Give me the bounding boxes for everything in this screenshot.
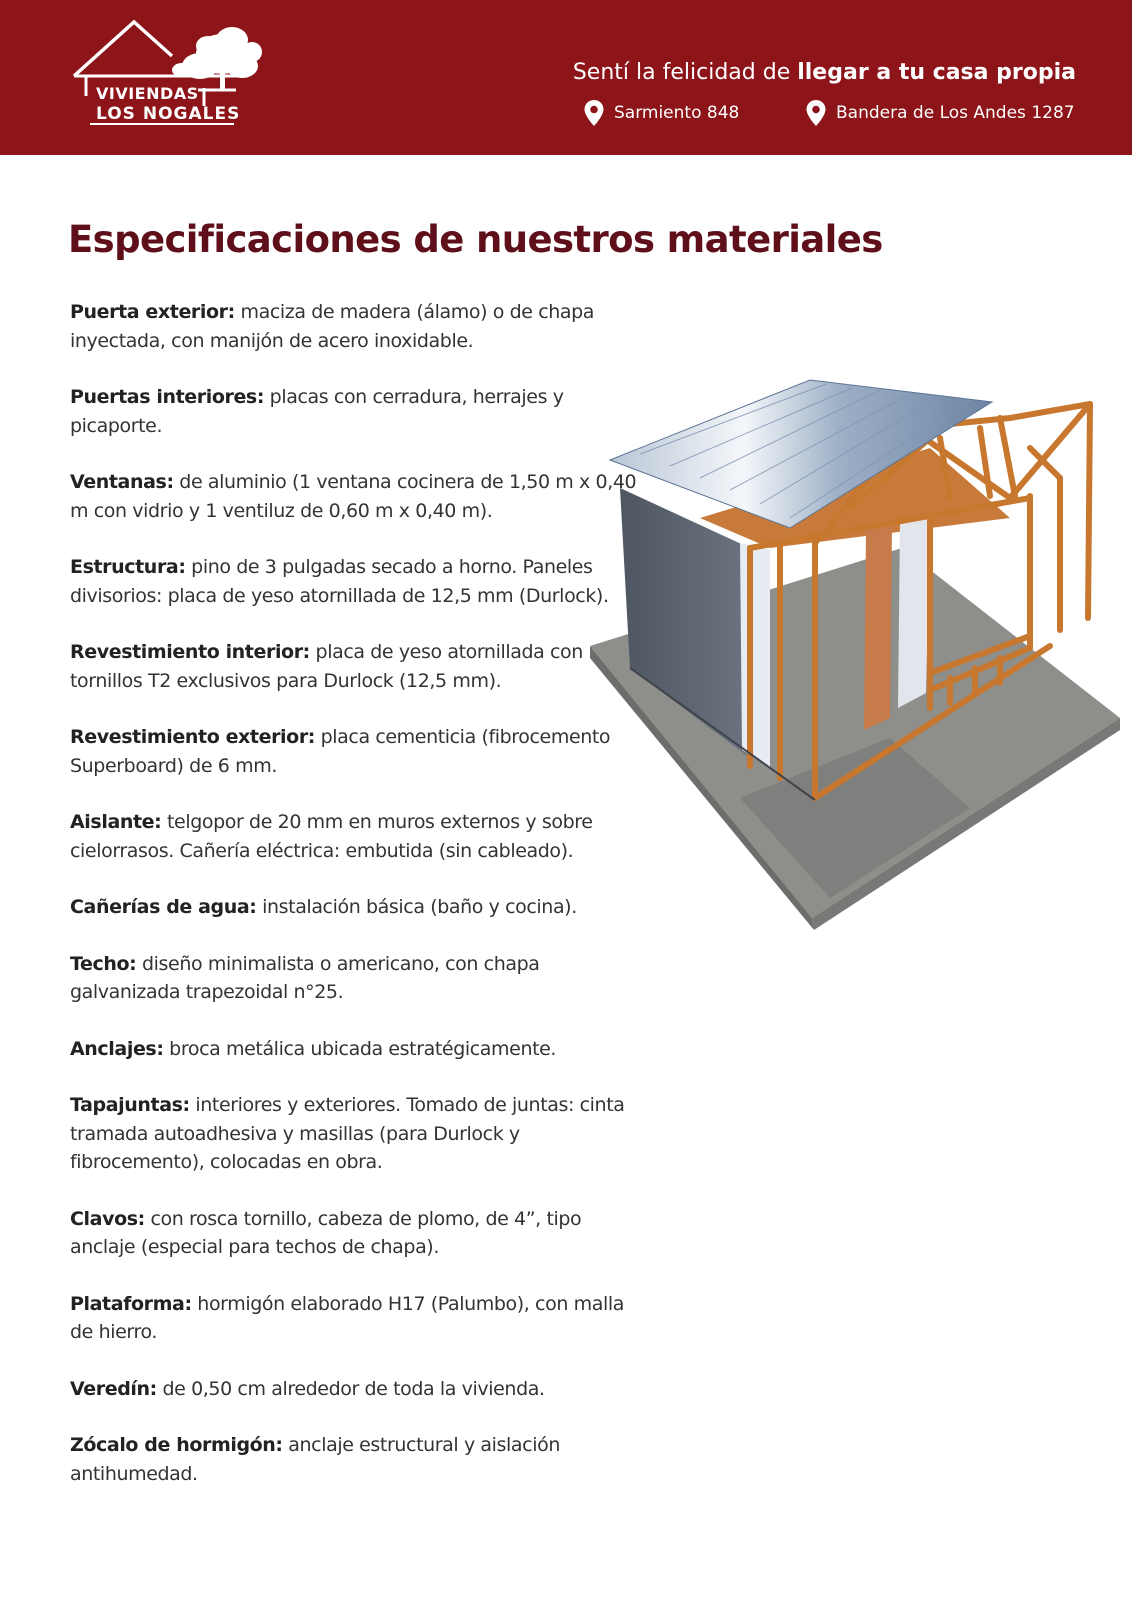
spec-label: Ventanas: [70, 471, 174, 493]
spec-text: interiores y exteriores. Tomado de juntas: cinta tramada autoadhesiva y masillas (para Durlock y fibrocemento), colocadas en obra. [70, 1094, 625, 1173]
materials-spec-list [70, 298, 640, 1516]
spec-canerias-de-agua [70, 893, 640, 922]
address-text: Sarmiento 848 [614, 103, 740, 123]
spec-anclajes [70, 1035, 640, 1064]
spec-puertas-interiores [70, 383, 640, 440]
spec-text: hormigón elaborado H17 (Palumbo), con malla de hierro. [70, 1292, 624, 1343]
spec-text: de aluminio (1 ventana cocinera de 1,50 m x 0,40 m con vidrio y 1 ventiluz de 0,60 m x 0,40 m). [70, 471, 637, 522]
page-title: Especificaciones de nuestros materiales [68, 218, 883, 261]
spec-text: telgopor de 20 mm en muros externos y sobre cielorrasos. Cañería eléctrica: embutida (sin cableado). [70, 811, 593, 862]
spec-text: de 0,50 cm alrededor de toda la vivienda. [156, 1377, 545, 1400]
logo-text-los-nogales: LOS NOGALES [96, 104, 241, 124]
address-bandera-de-los-andes[interactable] [806, 100, 1075, 126]
spec-text: con rosca tornillo, cabeza de plomo, de 4”, tipo anclaje (especial para techos de chapa). [70, 1207, 582, 1258]
spec-label: Clavos: [70, 1207, 145, 1230]
spec-clavos [70, 1205, 640, 1262]
spec-text: diseño minimalista o americano, con chapa galvanizada trapezoidal n°25. [70, 952, 540, 1003]
address-text: Bandera de Los Andes 1287 [836, 103, 1075, 123]
page-header [0, 0, 1132, 155]
slogan-emphasis: llegar a tu casa propia [797, 60, 1076, 85]
slogan-prefix: Sentí la felicidad de [572, 60, 798, 85]
spec-label: Aislante: [70, 811, 162, 833]
brand-logo[interactable] [72, 18, 272, 130]
spec-aislante [70, 808, 640, 865]
address-sarmiento[interactable] [584, 100, 739, 126]
location-pin-icon [584, 100, 604, 126]
spec-label: Revestimiento interior: [70, 641, 310, 663]
spec-veredin [70, 1375, 640, 1404]
spec-text: broca metálica ubicada estratégicamente. [163, 1037, 557, 1060]
spec-label: Estructura: [70, 556, 186, 578]
spec-text: maciza de madera (álamo) o de chapa inyectada, con manijón de acero inoxidable. [70, 301, 595, 352]
spec-label: Puertas interiores: [70, 386, 265, 408]
spec-text: placa cementicia (fibrocemento Superboard) de 6 mm. [70, 726, 611, 777]
spec-label: Plataforma: [70, 1292, 192, 1315]
spec-revestimiento-exterior [70, 723, 640, 780]
logo-text-viviendas: VIVIENDAS [96, 84, 199, 103]
spec-label: Veredín: [70, 1377, 157, 1400]
spec-label: Zócalo de hormigón: [70, 1434, 283, 1456]
spec-plataforma [70, 1290, 640, 1347]
spec-label: Puerta exterior: [70, 301, 235, 323]
header-slogan [573, 60, 1076, 85]
house-frame-illustration-icon [590, 378, 1120, 938]
house-structure-render [590, 378, 1120, 938]
spec-ventanas [70, 468, 640, 525]
spec-label: Cañerías de agua: [70, 896, 257, 918]
spec-revestimiento-interior [70, 638, 640, 695]
spec-text: pino de 3 pulgadas secado a horno. Paneles divisorios: placa de yeso atornillada de 12,5 mm (Durlock). [70, 556, 609, 607]
spec-text: instalación básica (baño y cocina). [256, 896, 577, 918]
location-pin-icon [806, 100, 826, 126]
spec-puerta-exterior [70, 298, 640, 355]
spec-zocalo-de-hormigon [70, 1431, 640, 1488]
spec-label: Anclajes: [70, 1037, 164, 1060]
spec-tapajuntas [70, 1091, 640, 1177]
spec-label: Tapajuntas: [70, 1094, 190, 1116]
spec-text: anclaje estructural y aislación antihumedad. [70, 1434, 560, 1485]
spec-estructura [70, 553, 640, 610]
spec-text: placa de yeso atornillada con tornillos T2 exclusivos para Durlock (12,5 mm). [70, 641, 583, 692]
spec-label: Techo: [70, 952, 137, 975]
spec-techo [70, 950, 640, 1007]
spec-text: placas con cerradura, herrajes y picaporte. [70, 386, 564, 437]
spec-label: Revestimiento exterior: [70, 726, 315, 748]
